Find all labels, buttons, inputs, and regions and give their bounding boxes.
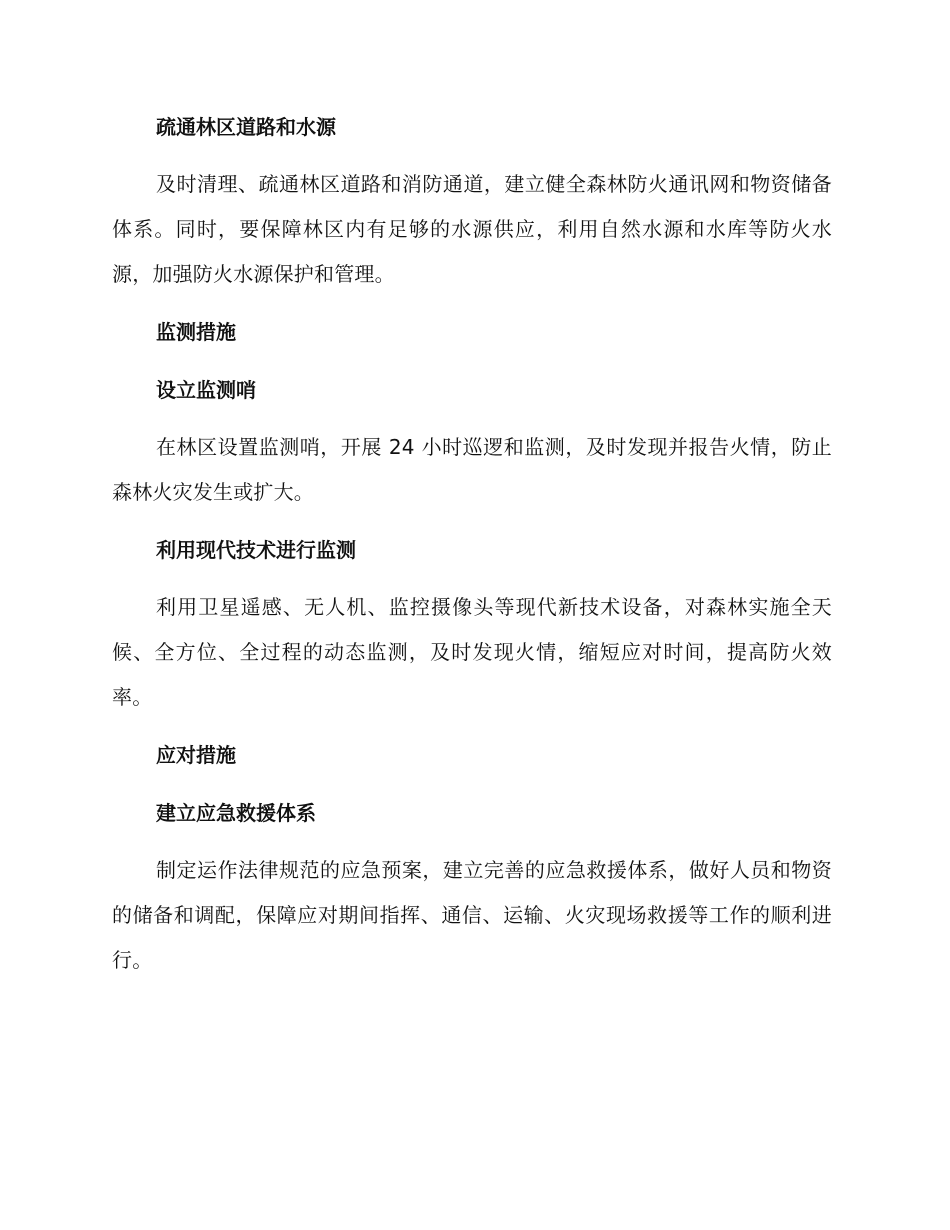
heading-watch-post: 设立监测哨 bbox=[156, 378, 256, 402]
heading-roads-water: 疏通林区道路和水源 bbox=[156, 115, 336, 139]
para-watch-post: 在林区设置监测哨，开展 24 小时巡逻和监测，及时发现并报告火情，防止森林火灾发生或扩大。 bbox=[112, 435, 832, 504]
heading-emergency-system: 建立应急救援体系 bbox=[156, 801, 316, 825]
heading-monitoring: 监测措施 bbox=[156, 320, 236, 344]
document-body bbox=[112, 104, 832, 995]
heading-modern-tech: 利用现代技术进行监测 bbox=[156, 538, 356, 562]
para-roads-water: 及时清理、疏通林区道路和消防通道，建立健全森林防火通讯网和物资储备体系。同时，要保障林区内有足够的水源供应，利用自然水源和水库等防火水源，加强防火水源保护和管理。 bbox=[112, 172, 832, 286]
para-emergency-system: 制定运作法律规范的应急预案，建立完善的应急救援体系，做好人员和物资的储备和调配，保障应对期间指挥、通信、运输、火灾现场救援等工作的顺利进行。 bbox=[112, 858, 832, 972]
heading-response: 应对措施 bbox=[156, 743, 236, 767]
para-modern-tech: 利用卫星遥感、无人机、监控摄像头等现代新技术设备，对森林实施全天候、全方位、全过程的动态监测，及时发现火情，缩短应对时间，提高防火效率。 bbox=[112, 595, 832, 709]
